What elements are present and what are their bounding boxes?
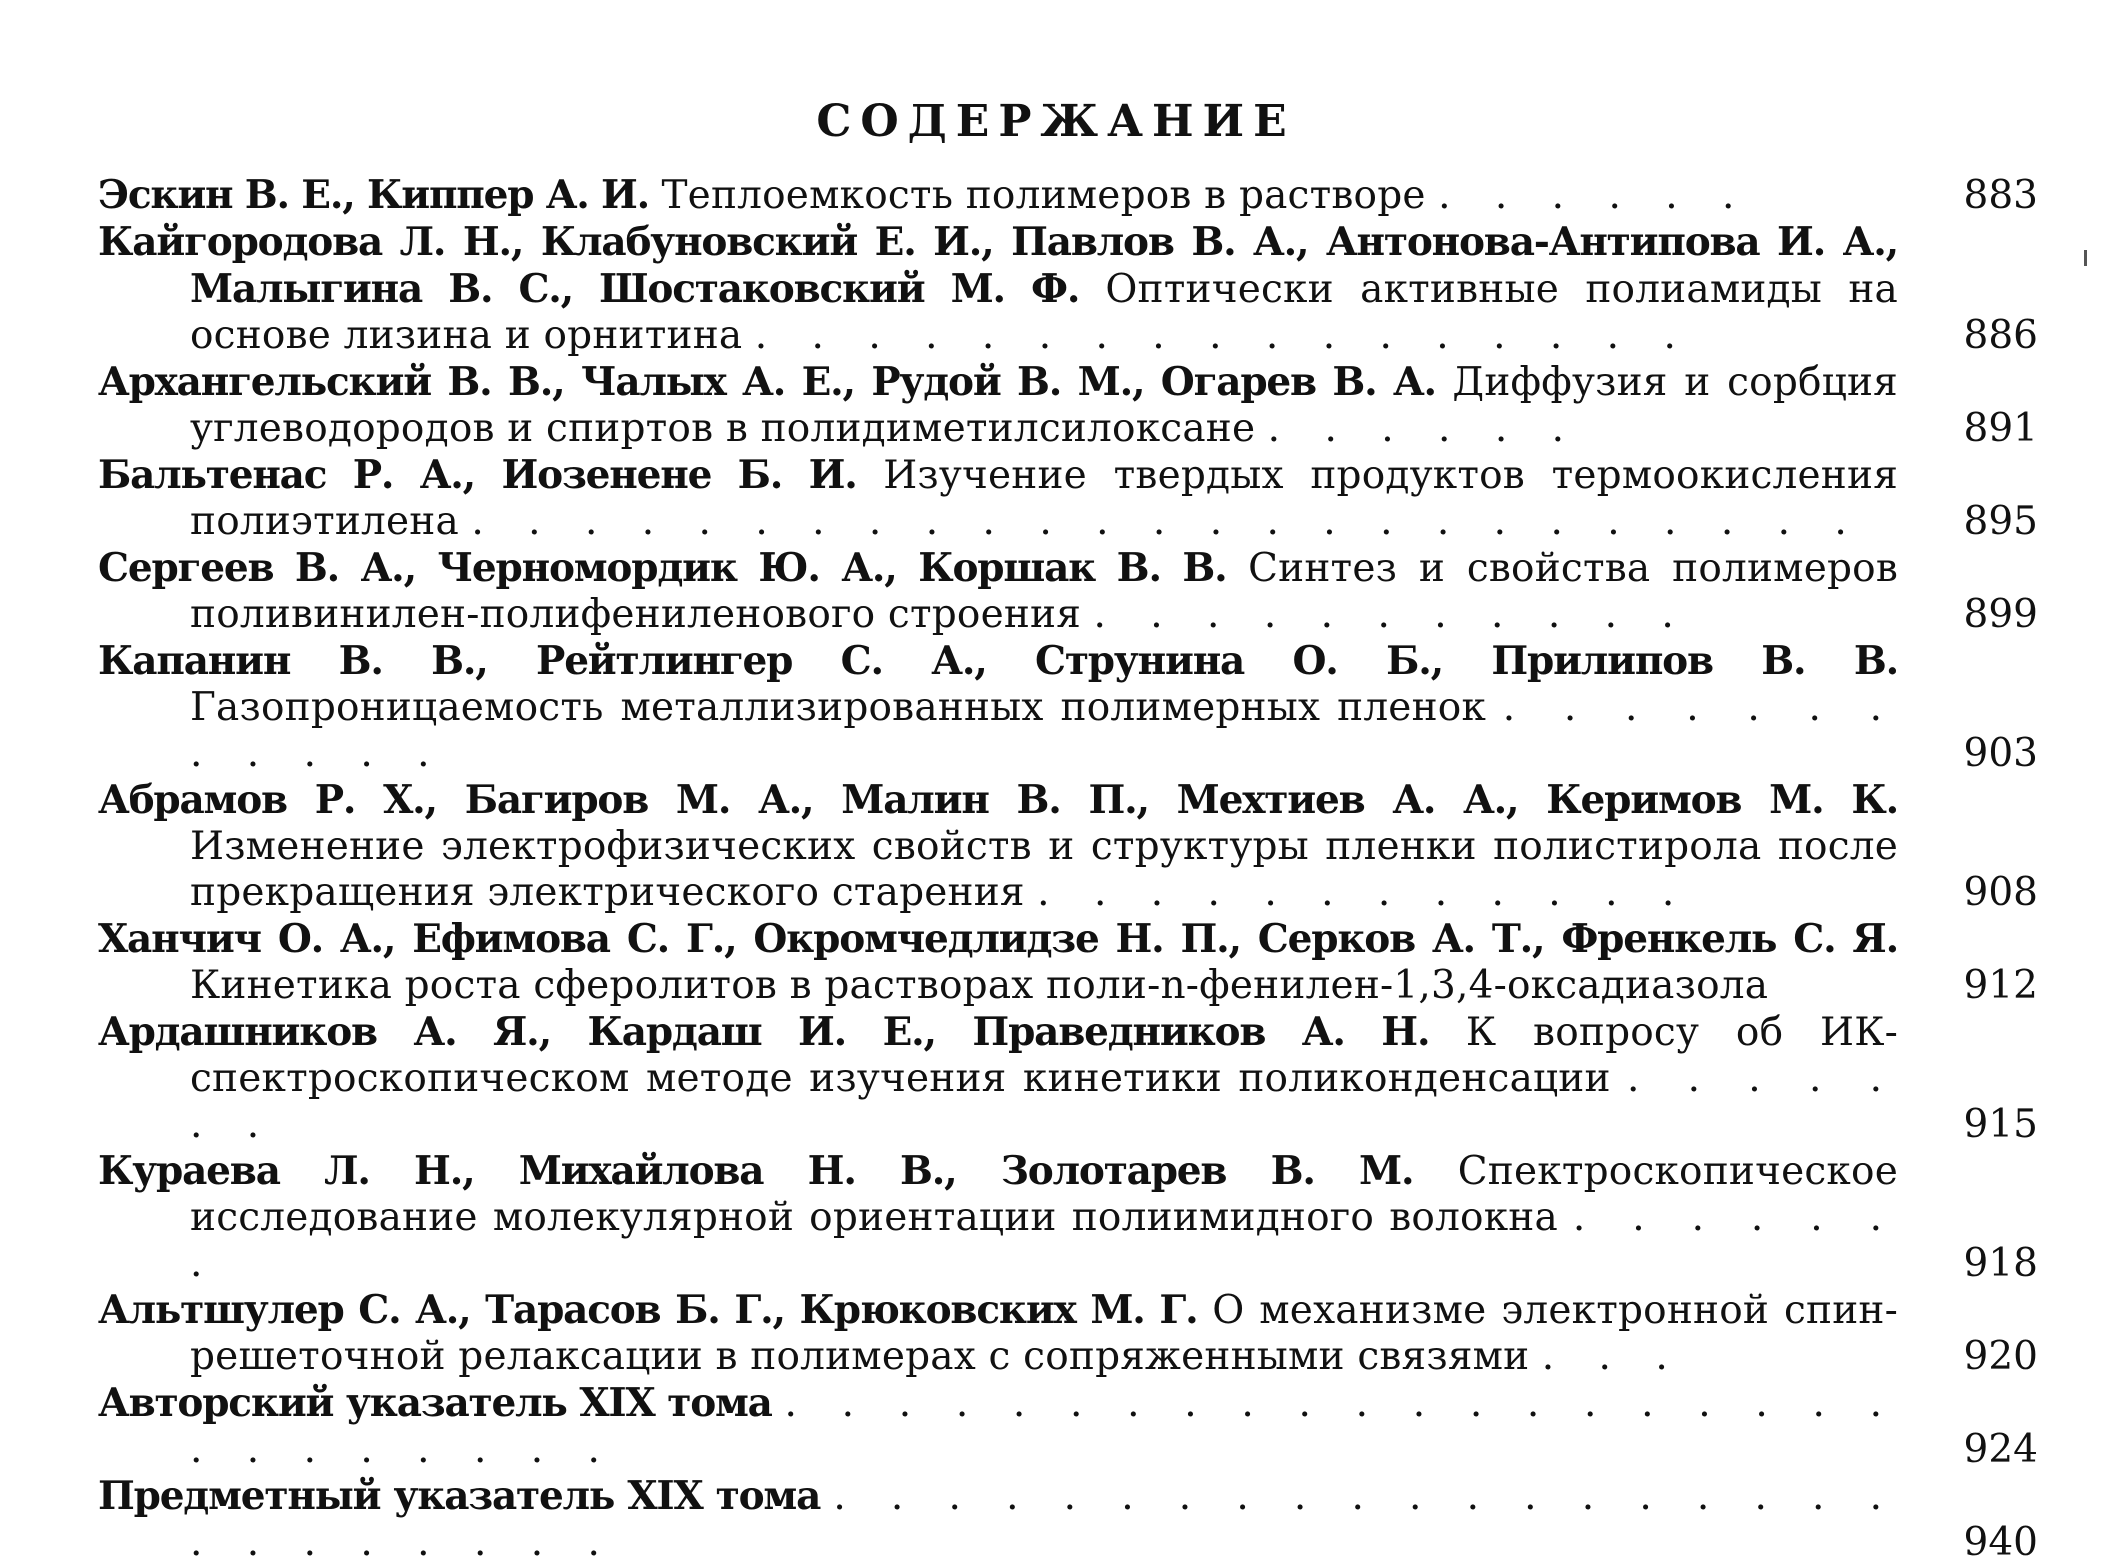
entry-authors: Ханчич О. А., Ефимова С. Г., Окромчедлидзе Н. П., Серков А. Т., Френкель С. Я. [98, 916, 1898, 962]
entry-title: Изменение электрофизических свойств и структуры пленки полистирола после прекращения электрического старения [190, 824, 1898, 915]
toc-entry [98, 638, 2038, 777]
entry-text [98, 777, 1898, 916]
entry-title: Изучение твердых продуктов термоокисления полиэтилена [190, 453, 1898, 544]
entry-authors: Альтшулер С. А., Тарасов Б. Г., Крюковских М. Г. [98, 1287, 1198, 1333]
entry-title: Кинетика роста сферолитов в растворах поли-n-фенилен-1,3,4-оксадиазола [190, 963, 1769, 1008]
entry-text [98, 545, 1898, 638]
entry-text [98, 1287, 1898, 1380]
entry-page-number: 924 [1963, 1427, 2038, 1472]
entry-page-number: 940 [1963, 1520, 2038, 1565]
toc-entry [98, 1473, 2038, 1566]
dot-leader: . . . . . . . . . . . . . . . . . [754, 313, 1692, 358]
entry-text [98, 916, 1898, 1009]
page-title: СОДЕРЖАНИЕ [816, 96, 1296, 147]
toc-entry [98, 219, 2038, 359]
entry-text [98, 638, 1898, 777]
entry-page-number: 883 [1963, 173, 2038, 218]
dot-leader: . . . . . . [1438, 173, 1751, 218]
entry-text [98, 1473, 1898, 1566]
entry-authors: Абрамов Р. Х., Багиров М. А., Малин В. П., Мехтиев А. А., Керимов М. К. [98, 777, 1898, 823]
entry-page-number: 903 [1963, 731, 2038, 776]
entry-page-number: 895 [1963, 499, 2038, 544]
entry-page-number: 918 [1963, 1241, 2038, 1286]
toc-entry [98, 1287, 2038, 1380]
entry-text [98, 1380, 1898, 1473]
entry-text [98, 359, 1898, 452]
entry-authors: Авторский указатель XIX тома [98, 1380, 772, 1426]
dot-leader: . . . . . . . . . . . . [1037, 870, 1691, 915]
toc-entry [98, 1148, 2038, 1287]
entry-page-number: 899 [1963, 592, 2038, 637]
entry-authors: Архангельский В. В., Чалых А. Е., Рудой В. М., Огарев В. А. [98, 359, 1436, 405]
toc-entry [98, 172, 2038, 219]
dot-leader: . . . [1541, 1334, 1684, 1379]
entry-title: Газопроницаемость металлизированных полимерных пленок [190, 685, 1487, 730]
entry-page-number: 908 [1963, 870, 2038, 915]
entry-authors: Эскин В. Е., Киппер А. И. [98, 172, 650, 218]
dot-leader: . . . . . . . . . . . . . . . . . . . . . . . . . . . [190, 1474, 1898, 1565]
entry-page-number: 920 [1963, 1334, 2038, 1379]
entry-title: О механизме электронной спин-решеточной релаксации в полимерах с сопряженными связями [190, 1288, 1898, 1379]
dot-leader: . . . . . . . . . . . . . . . . . . . . . . . . . . . . [190, 1381, 1898, 1472]
entry-authors: Кураева Л. Н., Михайлова Н. В., Золотарев В. М. [98, 1148, 1414, 1194]
toc-entry [98, 359, 2038, 452]
entry-page-number: 915 [1963, 1102, 2038, 1147]
entry-authors: Сергеев В. А., Черномордик Ю. А., Коршак В. В. [98, 545, 1227, 591]
entry-authors: Предметный указатель XIX тома [98, 1473, 821, 1519]
dot-leader: . . . . . . [1267, 406, 1581, 451]
entry-authors: Капанин В. В., Рейтлингер С. А., Струнина О. Б., Прилипов В. В. [98, 638, 1898, 684]
entry-title: Диффузия и сорбция углеводородов и спиртов в полидиметилсилоксане [190, 360, 1898, 451]
entry-authors: Бальтенас Р. А., Иозенене Б. И. [98, 452, 857, 498]
entry-text [98, 1148, 1898, 1287]
scan-mark [2084, 250, 2087, 266]
toc-entry [98, 1380, 2038, 1473]
entry-page-number: 912 [1963, 963, 2038, 1008]
dot-leader: . . . . . . . [190, 1195, 1898, 1286]
dot-leader: . . . . . . . . . . . . . . . . . . . . . . . . . [471, 499, 1863, 544]
toc-entry [98, 777, 2038, 916]
entry-title: Спектроскопическое исследование молекулярной ориентации полиимидного волокна [190, 1149, 1898, 1240]
dot-leader: . . . . . . . [190, 1056, 1898, 1147]
toc-entry [98, 1009, 2038, 1148]
entry-text [98, 172, 1898, 219]
dot-leader: . . . . . . . . . . . [1093, 592, 1690, 637]
entry-text [98, 452, 1898, 545]
toc-entry [98, 545, 2038, 638]
entry-authors: Кайгородова Л. Н., Клабуновский Е. И., Павлов В. А., Антонова-Антипова И. А., Малыгина В. С., Шостаковский М. Ф. [98, 219, 1898, 312]
entry-title: Оптически активные полиамиды на основе лизина и орнитина [190, 267, 1898, 358]
toc-list [98, 172, 2038, 1566]
dot-leader: . . . . . . . . . . . . [190, 685, 1898, 776]
entry-title: Теплоемкость полимеров в растворе [661, 173, 1426, 218]
entry-text [98, 219, 1898, 359]
entry-title: К вопросу об ИК-спектроскопическом методе изучения кинетики поликонденсации [190, 1010, 1898, 1101]
entry-page-number: 891 [1963, 406, 2038, 451]
entry-title: Синтез и свойства полимеров поливинилен-полифениленового строения [190, 546, 1898, 637]
entry-text [98, 1009, 1898, 1148]
entry-page-number: 886 [1963, 313, 2038, 358]
toc-entry [98, 452, 2038, 545]
toc-entry [98, 916, 2038, 1009]
entry-authors: Ардашников А. Я., Кардаш И. Е., Праведников А. Н. [98, 1009, 1430, 1055]
